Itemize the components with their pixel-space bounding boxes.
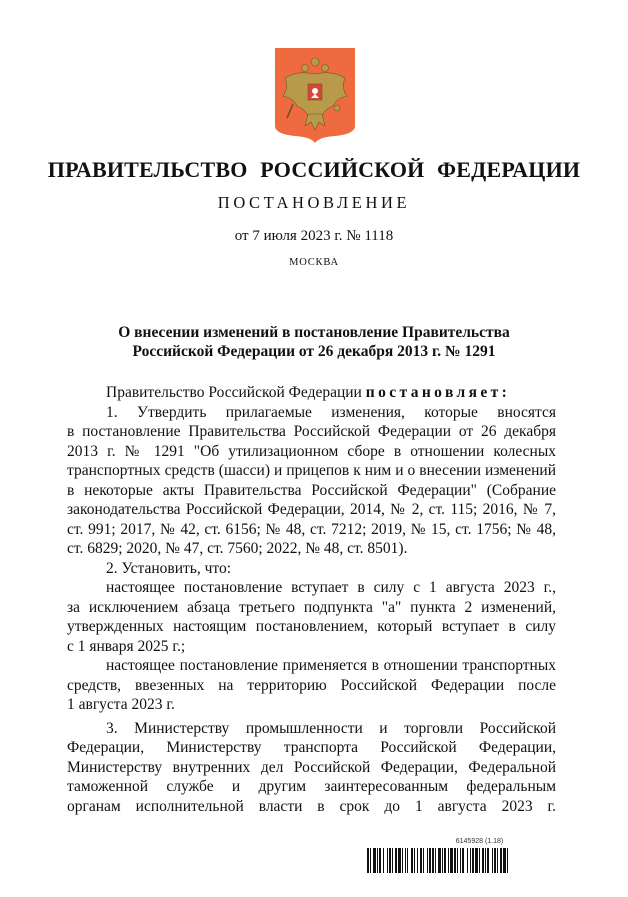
body-line: средств, ввезенных на территорию Российской Федерации после <box>67 677 556 694</box>
body-line: Федерации, Министерству транспорта Российской Федерации, <box>67 739 556 756</box>
preamble-text: Правительство Российской Федерации <box>106 384 366 401</box>
body-line: 2013 г. № 1291 "Об утилизационном сборе в отношении колесных <box>67 443 556 460</box>
body-line: настоящее постановление применяется в отношении транспортных <box>106 657 556 674</box>
body-line: 3. Министерству промышленности и торговли Российской <box>106 720 556 737</box>
body-line: в некоторые акты Правительства Российской Федерации" (Собрание <box>67 482 556 499</box>
body-line: 1 августа 2023 г. <box>67 696 175 713</box>
barcode-icon <box>367 848 582 873</box>
body-line: транспортных средств (шасси) и прицепов к ним и о внесении изменений <box>67 462 556 479</box>
subject-line: О внесении изменений в постановление Правительства <box>118 324 510 341</box>
barcode-label: 6145928 (1.18) <box>455 838 504 845</box>
body-line: 2. Установить, что: <box>106 560 232 577</box>
body-line: утвержденных настоящим постановлением, который вступает в силу <box>67 618 556 635</box>
body-line: ст. 6829; 2020, № 47, ст. 7560; 2022, № 48, ст. 8501). <box>67 540 408 557</box>
body-line: настоящее постановление вступает в силу с 1 августа 2023 г., <box>106 579 556 596</box>
document-subject <box>0 323 628 361</box>
document-type: ПОСТАНОВЛЕНИЕ <box>217 193 411 212</box>
coat-of-arms-icon <box>275 48 355 143</box>
body-line: таможенной службе и другим заинтересованным федеральным <box>67 778 556 795</box>
preamble <box>106 383 556 402</box>
body-line: с 1 января 2025 г.; <box>67 638 186 655</box>
government-title: ПРАВИТЕЛЬСТВО РОССИЙСКОЙ ФЕДЕРАЦИИ <box>47 157 581 182</box>
body-line: органам исполнительной власти в срок до 1 августа 2023 г. <box>67 798 556 815</box>
body-line: Министерству внутренних дел Российской Федерации, Федеральной <box>67 759 556 776</box>
date-and-number: от 7 июля 2023 г. № 1118 <box>234 228 394 244</box>
body-line: ст. 991; 2017, № 42, ст. 6156; № 48, ст. 7212; 2019, № 15, ст. 1756; № 48, <box>67 521 556 538</box>
body-line: в постановление Правительства Российской Федерации от 26 декабря <box>67 423 556 440</box>
subject-line: Российской Федерации от 26 декабря 2013 г. № 1291 <box>132 343 496 360</box>
city: МОСКВА <box>289 257 339 268</box>
body-line: законодательства Российской Федерации, 2014, № 2, ст. 115; 2016, № 7, <box>67 501 556 518</box>
document-barcode <box>367 838 592 878</box>
preamble-verb: постановляет: <box>365 384 511 401</box>
body-line: за исключением абзаца третьего подпункта "а" пункта 2 изменений, <box>67 599 556 616</box>
body-line: 1. Утвердить прилагаемые изменения, которые вносятся <box>106 404 556 421</box>
